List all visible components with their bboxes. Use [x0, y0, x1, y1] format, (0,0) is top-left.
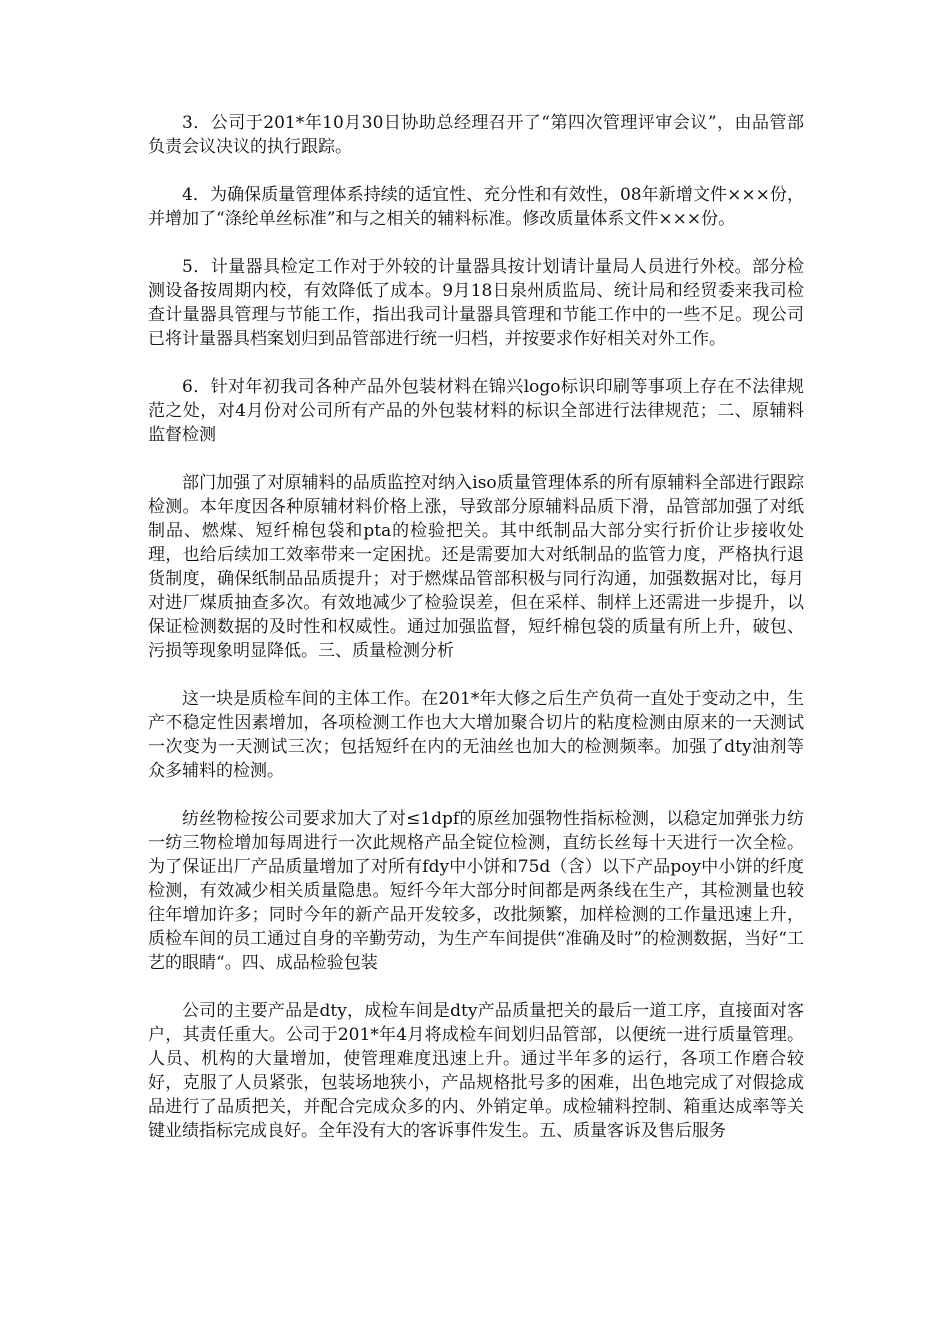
paragraph-spinning-inspection: 纺丝物检按公司要求加大了对≤1dpf的原丝加强物性指标检测，以稳定加弹张力纺一纺三物检增加每周进行一次此规格产品全锭位检测，直纺长丝每十天进行一次全检。为了保证出厂产品质量增加了对所有fdy中小饼和75d（含）以下产品poy中小饼的纤度检测，有效减少相关质量隐患。短纤今年大部分时间都是两条线在生产，其检测量也较往年增加许多；同时今年的新产品开发较多，改批频繁，加样检测的工作量迅速上升，质检车间的员工通过自身的辛勤劳动，为生产车间提供“准确及时”的检测数据，当好“工艺的眼睛“。四、成品检验包装	[148, 809, 804, 973]
paragraph-3-management-review: 3．公司于201*年10月30日协助总经理召开了“第四次管理评审会议”，由品管部负责会议决议的执行跟踪。	[148, 113, 804, 157]
paragraph-finished-goods: 公司的主要产品是dty，成检车间是dty产品质量把关的最后一道工序，直接面对客户，其责任重大。公司于201*年4月将成检车间划归品管部，以便统一进行质量管理。人员、机构的大量增加，使管理难度迅速上升。通过半年多的运行，各项工作磨合较好，克服了人员紧张，包装场地狭小，产品规格批号多的困难，出色地完成了对假捻成品进行了品质把关，并配合完成众多的内、外销定单。成检辅料控制、箱重达成率等关键业绩指标完成良好。全年没有大的客诉事件发生。五、质量客诉及售后服务	[148, 1001, 804, 1141]
paragraph-4-quality-documents: 4．为确保质量管理体系持续的适宜性、充分性和有效性，08年新增文件×××份，并增加了“涤纶单丝标准”和与之相关的辅料标准。修改质量体系文件×××份。	[148, 185, 804, 229]
document-body	[148, 111, 804, 1167]
paragraph-6-packaging-labels: 6．针对年初我司各种产品外包装材料在锦兴logo标识印刷等事项上存在不法律规范之处，对4月份对公司所有产品的外包装材料的标识全部进行法律规范；二、原辅料监督检测	[148, 377, 804, 445]
paragraph-quality-testing: 这一块是质检车间的主体工作。在201*年大修之后生产负荷一直处于变动之中，生产不稳定性因素增加，各项检测工作也大大增加聚合切片的粘度检测由原来的一天测试一次变为一天测试三次；包括短纤在内的无油丝也加大的检测频率。加强了dty油剂等众多辅料的检测。	[148, 689, 804, 781]
paragraph-5-metrology: 5．计量器具检定工作对于外较的计量器具按计划请计量局人员进行外校。部分检测设备按周期内校，有效降低了成本。9月18日泉州质监局、统计局和经贸委来我司检查计量器具管理与节能工作，指出我司计量器具管理和节能工作中的一些不足。现公司已将计量器具档案划归到品管部进行统一归档，并按要求作好相关对外工作。	[148, 257, 804, 349]
paragraph-raw-material-inspection: 部门加强了对原辅料的品质监控对纳入iso质量管理体系的所有原辅料全部进行跟踪检测。本年度因各种原辅材料价格上涨，导致部分原辅料品质下滑，品管部加强了对纸制品、燃煤、短纤棉包袋和pta的检验把关。其中纸制品大部分实行折价让步接收处理，也给后续加工效率带来一定困扰。还是需要加大对纸制品的监管力度，严格执行退货制度，确保纸制品品质提升；对于燃煤品管部积极与同行沟通，加强数据对比，每月对进厂煤质抽查多次。有效地减少了检验误差，但在采样、制样上还需进一步提升，以保证检测数据的及时性和权威性。通过加强监督，短纤棉包袋的质量有所上升，破包、污损等现象明显降低。三、质量检测分析	[148, 473, 804, 661]
